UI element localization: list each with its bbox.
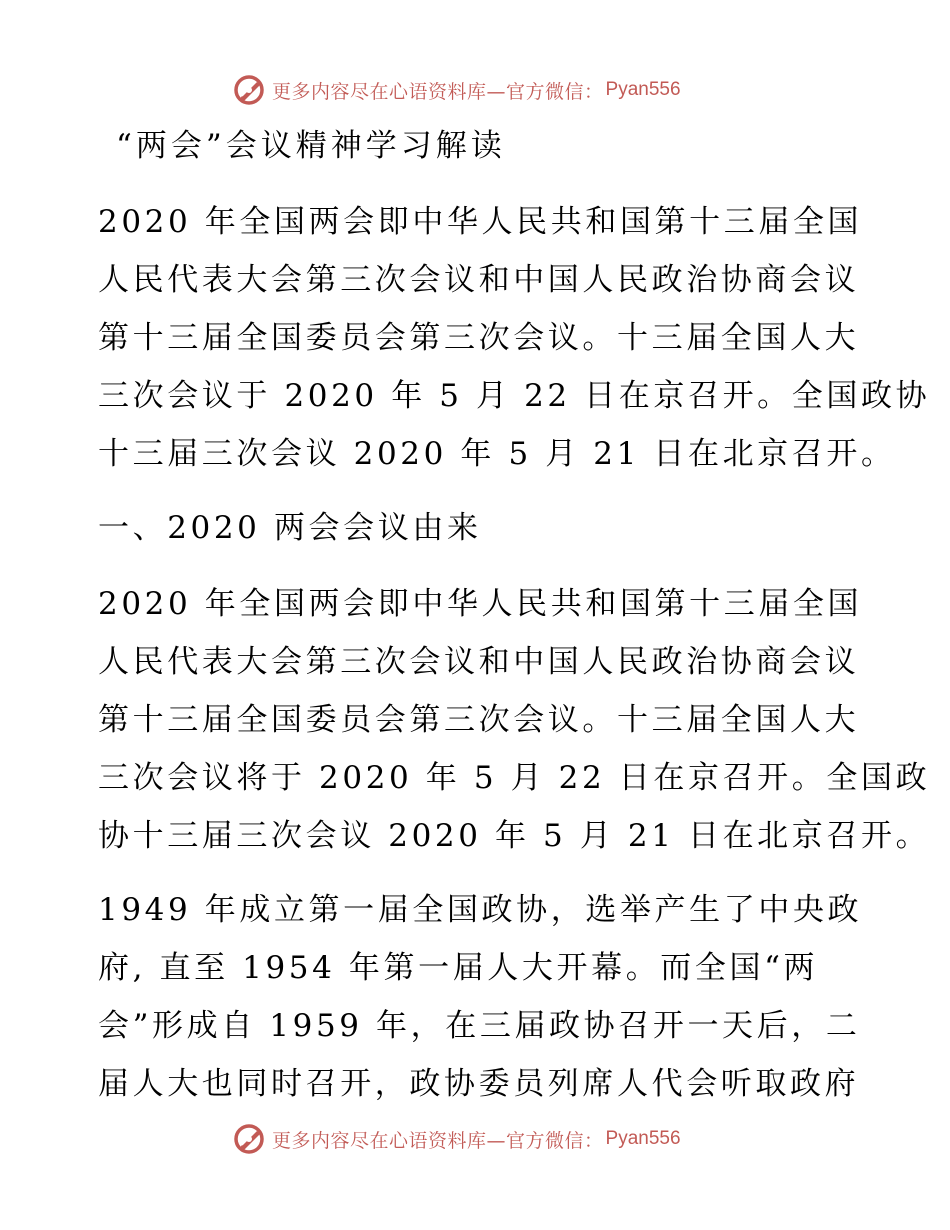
paragraph2-line: 三次会议将于 2020 年 5 月 22 日在京召开。全国政 (98, 760, 931, 796)
paragraph2-line: 2020 年全国两会即中华人民共和国第十三届全国 (98, 586, 863, 622)
watermark-text: 更多内容尽在心语资料库—官方微信： (272, 1129, 604, 1152)
paragraph2-line: 人民代表大会第三次会议和中国人民政治协商会议 (98, 644, 860, 680)
paragraph1-line: 三次会议于 2020 年 5 月 22 日在京召开。全国政协 (98, 378, 931, 414)
footer-watermark (232, 1121, 681, 1157)
paragraph2-line: 协十三届三次会议 2020 年 5 月 21 日在北京召开。 (98, 818, 931, 854)
paragraph3-line: 届人大也同时召开，政协委员列席人代会听取政府 (98, 1066, 860, 1102)
paragraph1-line: 人民代表大会第三次会议和中国人民政治协商会议 (98, 262, 860, 298)
paragraph2-line: 第十三届全国委员会第三次会议。十三届全国人大 (98, 702, 860, 738)
pen-circle-logo-icon (232, 1122, 266, 1156)
paragraph3-line: 会”形成自 1959 年，在三届政协召开一天后，二 (98, 1008, 861, 1044)
document-title: “两会”会议精神学习解读 (116, 128, 506, 164)
watermark-text: 更多内容尽在心语资料库—官方微信： (272, 80, 604, 103)
paragraph3-line: 府, 直至 1954 年第一届人大开幕。而全国“两 (98, 950, 819, 986)
paragraph3-line: 1949 年成立第一届全国政协，选举产生了中央政 (98, 892, 863, 928)
paragraph1-line: 第十三届全国委员会第三次会议。十三届全国人大 (98, 320, 860, 356)
watermark-wechat-id: Pyan556 (605, 79, 681, 100)
paragraph1-line: 十三届三次会议 2020 年 5 月 21 日在北京召开。 (98, 436, 896, 472)
watermark-wechat-id: Pyan556 (605, 1128, 681, 1149)
header-watermark (232, 72, 681, 108)
section-heading: 一、2020 两会会议由来 (98, 510, 482, 546)
paragraph1-line: 2020 年全国两会即中华人民共和国第十三届全国 (98, 204, 863, 240)
pen-circle-logo-icon (232, 73, 266, 107)
